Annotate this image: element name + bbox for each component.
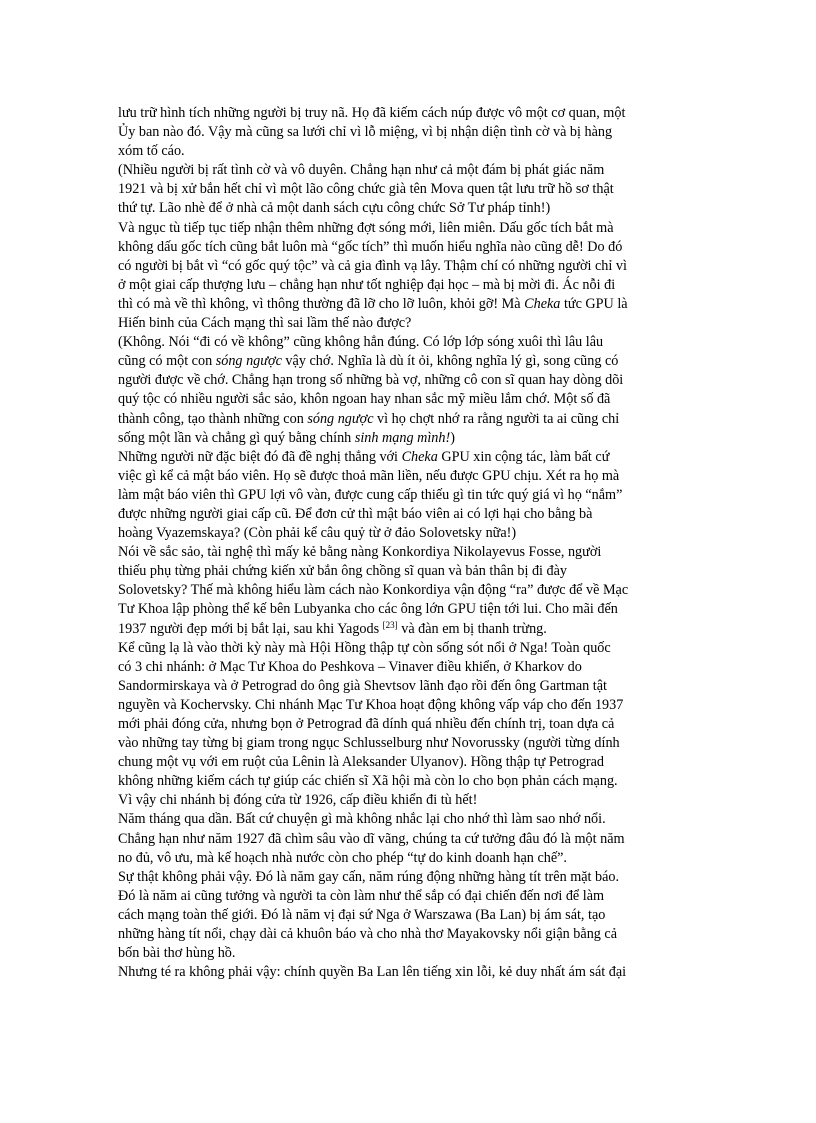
text-line xyxy=(118,352,696,371)
text-run: vào những tay từng bị giam trong ngục Schlusselburg như Novorussky (người từng dính xyxy=(118,735,620,752)
text-run: thì có mà về thì không, vì thông thường đã lỡ cho lỡ luôn, khỏi gỡ! Mà xyxy=(118,295,525,312)
text-run: Những người nữ đặc biệt đó đã đề nghị thẳng với xyxy=(118,448,402,465)
text-run: mới phải đóng cửa, nhưng bọn ở Petrograd đã dính quá nhiều đến chính trị, toan dựa cả xyxy=(118,716,615,732)
text-line xyxy=(118,581,696,600)
text-line xyxy=(118,887,696,906)
text-line xyxy=(118,620,696,639)
text-line xyxy=(118,772,696,791)
italic-term: Cheka xyxy=(401,448,438,465)
text-run: (Không. Nói “đi có về không” cũng không hẳn đúng. Có lớp lớp sóng xuôi thì lâu lâu xyxy=(118,334,604,351)
text-line xyxy=(118,715,696,734)
text-line xyxy=(118,199,696,218)
text-run: ở một giai cấp thượng lưu – chẳng hạn như tốt nghiệp đại học – mà bị mời đi. Ác nỗi đi xyxy=(118,276,616,293)
text-run: cách mạng toàn thế giới. Đó là năm vị đại sứ Nga ở Warszawa (Ba Lan) bị ám sát, tạo xyxy=(118,906,606,923)
text-run: tức GPU là xyxy=(560,295,628,312)
text-line xyxy=(118,753,696,772)
text-line xyxy=(118,104,696,123)
text-run: nguyền và Kochervsky. Chi nhánh Mạc Tư Khoa hoạt động không vấp váp cho đến 1937 xyxy=(118,696,624,713)
text-run: Kể cũng lạ là vào thời kỳ này mà Hội Hồng thập tự còn sống sót nổi ở Nga! Toàn quốc xyxy=(118,639,611,656)
text-run: được những người giai cấp cũ. Để đơn cử thì mật báo viên ai có lợi hại cho bằng bà xyxy=(118,505,593,522)
text-line xyxy=(118,161,696,180)
text-run: Ủy ban nào đó. Vậy mà cũng sa lưới chỉ vì lỗ miệng, vì bị nhận diện tình cờ và bị hàng xyxy=(118,124,613,141)
text-line xyxy=(118,410,696,429)
text-run: no đủ, vô ưu, mà kế hoạch nhà nước còn cho phép “tự do kinh doanh hạn chế”. xyxy=(118,849,567,866)
text-run: Nói về sắc sảo, tài nghệ thì mấy kẻ bằng nàng Konkordiya Nikolayevus Fosse, người xyxy=(118,544,602,561)
text-line xyxy=(118,944,696,963)
text-run: sống một lần và chẳng gì quý bằng chính xyxy=(118,429,355,446)
text-run: Năm tháng qua dần. Bất cứ chuyện gì mà không nhắc lại cho nhớ thì làm sao nhớ nổi. xyxy=(118,811,606,828)
text-line xyxy=(118,849,696,868)
text-line xyxy=(118,371,696,390)
text-run: Đó là năm ai cũng tưởng và người ta còn làm như thể sắp có đại chiến đến nơi để làm xyxy=(118,887,605,904)
text-line xyxy=(118,524,696,543)
text-line xyxy=(118,219,696,238)
text-run: thành công, tạo thành những con xyxy=(118,410,308,427)
text-line xyxy=(118,390,696,409)
text-line xyxy=(118,333,696,352)
text-run: Vì vậy chi nhánh bị đóng cửa từ 1926, cấp điều khiển đi tù hết! xyxy=(118,792,478,809)
text-run: cũng có một con xyxy=(118,353,216,370)
italic-term: sóng ngược xyxy=(307,410,374,427)
text-line xyxy=(118,543,696,562)
text-line xyxy=(118,639,696,658)
text-line xyxy=(118,696,696,715)
text-run: Tư Khoa lập phòng thể kế bên Lubyanka cho các ông lớn GPU tiện tới lui. Cho mãi đến xyxy=(118,601,618,618)
text-line xyxy=(118,791,696,810)
text-line xyxy=(118,830,696,849)
text-run: GPU xin cộng tác, làm bất cứ xyxy=(437,448,610,465)
text-run: vậy chớ. Nghĩa là dù ít ỏi, không nghĩa lý gì, song cũng có xyxy=(281,353,619,370)
text-line xyxy=(118,276,696,295)
text-run: thứ tự. Lão nhè để ở nhà cả một danh sách cựu công chức Sở Tư pháp tỉnh!) xyxy=(118,200,551,217)
text-line xyxy=(118,677,696,696)
text-line xyxy=(118,295,696,314)
text-run: (Nhiều người bị rất tình cờ và vô duyên. Chẳng hạn như cả một đám bị phát giác năm xyxy=(118,162,605,179)
text-run: Solovetsky? Thế mà không hiểu làm cách nào Konkordiya vận động “ra” được để về Mạc xyxy=(118,582,629,599)
text-run: và đàn em bị thanh trừng. xyxy=(397,620,547,637)
text-run: có người bị bắt vì “có gốc quý tộc” và cả gia đình vạ lây. Thậm chí có những người chỉ vì xyxy=(118,257,627,274)
text-line xyxy=(118,429,696,448)
italic-term: sóng ngược xyxy=(215,353,282,370)
text-run: vì họ chợt nhớ ra rằng người ta ai cũng chỉ xyxy=(373,410,620,427)
text-line xyxy=(118,600,696,619)
text-line xyxy=(118,238,696,257)
text-run: thiếu phụ từng phải chứng kiến xử bắn ông chồng sĩ quan và bản thân bị đi đày xyxy=(118,563,568,580)
text-run: Sandormirskaya và ở Petrograd do ông già Shevtsov lãnh đạo rồi đến ông Gartman tật xyxy=(118,677,607,694)
text-line xyxy=(118,257,696,276)
text-run: 1937 người đẹp mới bị bắt lại, sau khi Yagods xyxy=(118,620,383,637)
text-line xyxy=(118,123,696,142)
text-line xyxy=(118,734,696,753)
text-run: Nhưng té ra không phải vậy: chính quyền Ba Lan lên tiếng xin lỗi, kẻ duy nhất ám sát đại xyxy=(118,964,627,981)
text-line xyxy=(118,658,696,677)
italic-term: Cheka xyxy=(524,295,561,312)
text-run: những hàng tít nổi, chạy dài cả khuôn báo và cho nhà thơ Mayakovsky nổi giận bằng cả xyxy=(118,926,618,943)
document-body xyxy=(118,104,696,982)
text-line xyxy=(118,810,696,829)
text-run: Chẳng hạn như năm 1927 đã chìm sâu vào dĩ vãng, chúng ta cứ tưởng đâu đó là một năm xyxy=(118,830,625,847)
text-line xyxy=(118,562,696,581)
text-line xyxy=(118,180,696,199)
footnote-marker: [23] xyxy=(382,619,398,630)
text-line xyxy=(118,963,696,982)
italic-term: sinh mạng mình! xyxy=(354,429,451,446)
text-run: 1921 và bị xử bắn hết chỉ vì một lão công chức già tên Mova quen tật lưu trữ hồ sơ thật xyxy=(118,181,614,198)
text-line xyxy=(118,906,696,925)
text-line xyxy=(118,448,696,467)
text-run: việc gì kể cả mật báo viên. Họ sẽ được thoả mãn liền, nếu được GPU chịu. Xét ra họ mà xyxy=(118,467,620,484)
text-run: bốn bài thơ hùng hồ. xyxy=(118,945,236,962)
text-run: ) xyxy=(450,429,455,446)
text-run: Sự thật không phải vậy. Đó là năm gay cấn, năm rúng động những hàng tít trên mặt báo. xyxy=(118,868,620,885)
text-run: lưu trữ hình tích những người bị truy nã. Họ đã kiếm cách núp được vô một cơ quan, một xyxy=(118,105,626,121)
text-line xyxy=(118,925,696,944)
text-run: xóm tố cáo. xyxy=(118,143,185,160)
text-run: Hiến binh của Cách mạng thì sai lầm thế nào được? xyxy=(118,315,412,332)
text-line xyxy=(118,868,696,887)
text-run: chung một vụ với em ruột của Lênin là Aleksander Ulyanov). Hồng thập tự Petrograd xyxy=(118,754,605,771)
text-run: không những kiếm cách tự giúp các chiến sĩ Xã hội mà còn lo cho bọn phản cách mạng. xyxy=(118,773,618,790)
text-run: quý tộc có nhiều người sắc sảo, khôn ngoan hay nhan sắc mỹ miều lắm chớ. Một số đã xyxy=(118,391,611,408)
text-line xyxy=(118,505,696,524)
text-line xyxy=(118,467,696,486)
text-run: làm mật báo viên thì GPU lợi vô vàn, được cung cấp thiếu gì tin tức quý giá vì họ “nắm” xyxy=(118,486,623,503)
text-line xyxy=(118,486,696,505)
text-run: Và ngục tù tiếp tục tiếp nhận thêm những đợt sóng mới, liên miên. Dấu gốc tích bắt mà xyxy=(118,219,614,236)
text-run: hoàng Vyazemskaya? (Còn phải kể câu quỷ từ ở đảo Solovetsky nữa!) xyxy=(118,525,517,542)
text-line xyxy=(118,314,696,333)
text-line xyxy=(118,142,696,161)
text-run: người được về chớ. Chẳng hạn trong số những bà vợ, những cô con sĩ quan hay dòng dõi xyxy=(118,372,624,389)
text-run: không dấu gốc tích cũng bắt luôn mà “gốc tích” thì muốn hiểu nghĩa nào cũng dễ! Do đó xyxy=(118,238,623,255)
text-run: có 3 chi nhánh: ở Mạc Tư Khoa do Peshkova – Vinaver điều khiển, ở Kharkov do xyxy=(118,658,582,675)
